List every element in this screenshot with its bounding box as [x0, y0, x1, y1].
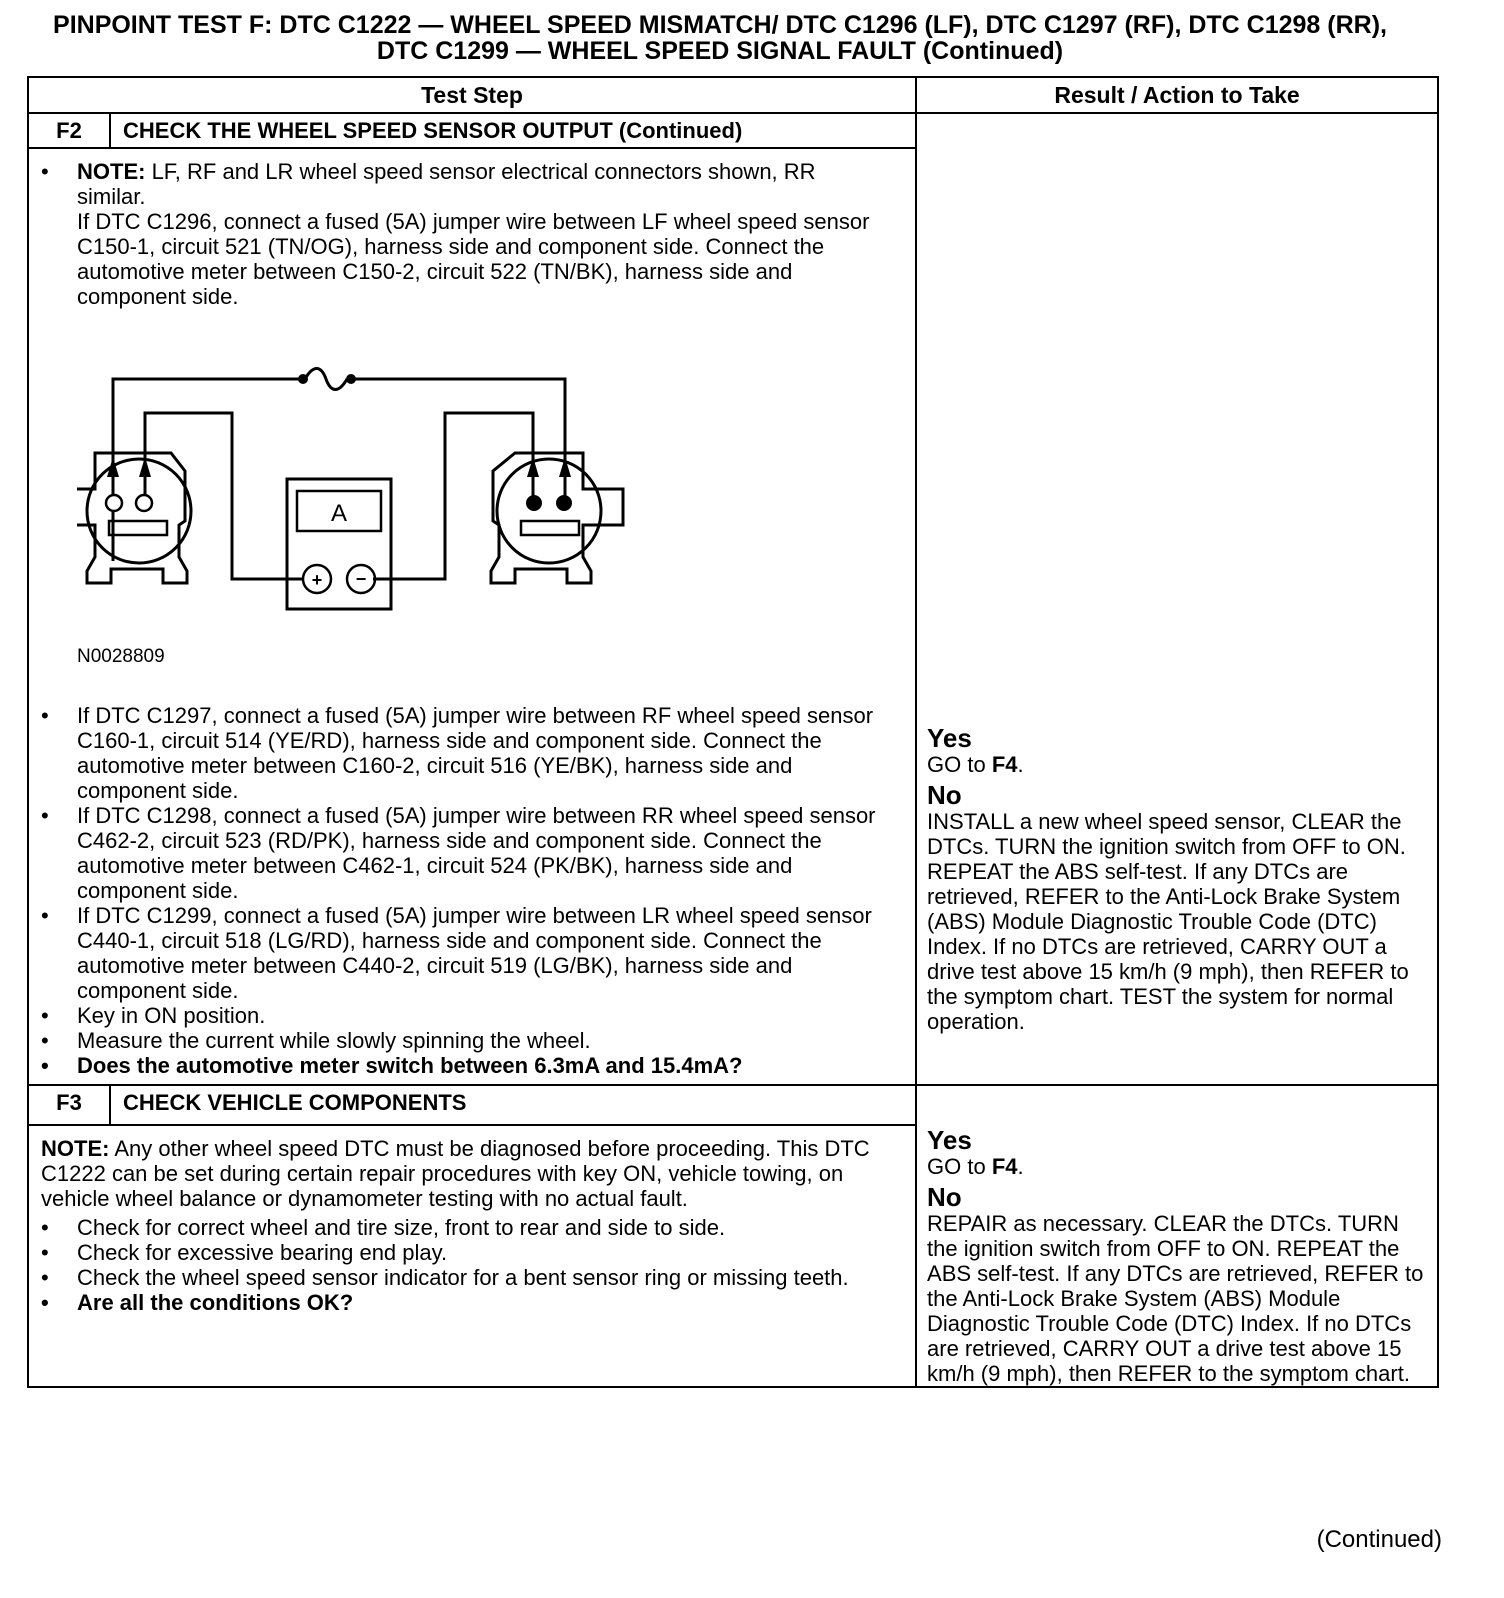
f3-yes-action: GO to F4. [927, 1154, 1024, 1179]
jumper-wire-left [113, 379, 299, 561]
f3-no-action: REPAIR as necessary. CLEAR the DTCs. TURN the ignition switch from OFF to ON. REPEAT the ABS self-test. If any DTCs are retrieved, REFER to the Anti-Lock Brake System (ABS) Module Diagnostic Trouble Code (DTC) Index. If no DTCs are retrieved, CARRY OUT a drive test above 15 km/h (9 mph), then REFER to the symptom chart. [927, 1211, 1424, 1386]
figure-id: N0028809 [77, 646, 165, 667]
list-item: • Key in ON position. [41, 1003, 885, 1028]
right-terminals [526, 457, 572, 511]
f2-question: • Does the automotive meter switch between 6.3mA and 15.4mA? [41, 1053, 885, 1078]
pinpoint-test-table [27, 76, 1439, 1388]
f2-yes-label: Yes [927, 723, 972, 753]
step-f2-title: CHECK THE WHEEL SPEED SENSOR OUTPUT (Continued) [110, 113, 916, 148]
meter-letter: A [330, 500, 348, 527]
f2-steps-list [41, 703, 885, 1078]
f3-steps-list [41, 1215, 885, 1315]
step-f2-content [28, 148, 916, 1085]
f2-no-label: No [927, 780, 962, 810]
step-f3-title: CHECK VEHICLE COMPONENTS [110, 1085, 916, 1125]
fuse-icon [305, 369, 347, 390]
f2-no-action: INSTALL a new wheel speed sensor, CLEAR the DTCs. TURN the ignition switch from OFF to ON. REPEAT the ABS self-test. If any DTCs are retrieved, REFER to the Anti-Lock Brake System (ABS) Module Diagnostic Trouble Code (DTC) Index. If no DTCs are retrieved, CARRY OUT a drive test above 15 km/h (9 mph), then REFER to the symptom chart. TEST the system for normal operation. [927, 809, 1409, 1034]
wiring-diagram [77, 361, 885, 636]
f3-note: NOTE: Any other wheel speed DTC must be diagnosed before proceeding. This DTC C1222 can be set during certain repair procedures with key ON, vehicle towing, on vehicle wheel balance or dynamometer testing with no actual fault. [41, 1135, 870, 1211]
list-item: • If DTC C1297, connect a fused (5A) jumper wire between RF wheel speed sensor C160-1, circuit 514 (YE/RD), harness side and component side. Connect the automotive meter between C160-2, circuit 516 (YE/BK), harness side and component side. [41, 703, 885, 803]
meter-wire-right [373, 413, 533, 579]
table-header-row [28, 77, 1438, 113]
minus-terminal-icon: − [355, 569, 367, 589]
step-f3-id: F3 [28, 1085, 110, 1125]
f3-question: • Are all the conditions OK? [41, 1290, 885, 1315]
list-item: • Measure the current while slowly spinning the wheel. [41, 1028, 885, 1053]
list-item: • Check for correct wheel and tire size, front to rear and side to side. [41, 1215, 885, 1240]
continued-footer: (Continued) [1316, 1526, 1442, 1553]
list-item: • If DTC C1298, connect a fused (5A) jumper wire between RR wheel speed sensor C462-2, circuit 523 (RD/PK), harness side and component side. Connect the automotive meter between C462-1, circuit 524 (PK/BK), harness side and component side. [41, 803, 885, 903]
right-connector-icon [491, 453, 623, 583]
step-f3-header-row [28, 1085, 1438, 1125]
f2-note: • NOTE: LF, RF and LR wheel speed sensor electrical connectors shown, RR similar. [41, 159, 885, 209]
col-header-test-step: Test Step [28, 77, 916, 113]
f2-yes-action: GO to F4. [927, 752, 1024, 777]
f3-yes-label: Yes [927, 1125, 972, 1155]
f2-note-continuation: If DTC C1296, connect a fused (5A) jumper wire between LF wheel speed sensor C150-1, circuit 521 (TN/OG), harness side and component side. Connect the automotive meter between C150-2, circuit 522 (TN/BK), harness side and component side. [77, 209, 870, 309]
step-f2-header-row [28, 113, 1438, 148]
left-connector-icon [77, 453, 191, 583]
list-item: • If DTC C1299, connect a fused (5A) jumper wire between LR wheel speed sensor C440-1, circuit 518 (LG/RD), harness side and component side. Connect the automotive meter between C440-2, circuit 519 (LG/BK), harness side and component side. [41, 903, 885, 1003]
f3-no-label: No [927, 1182, 962, 1212]
wiring-diagram-svg [77, 361, 677, 631]
left-terminals [106, 457, 152, 511]
step-f3-result [916, 1085, 1438, 1387]
ammeter-icon [287, 479, 391, 609]
page-title: PINPOINT TEST F: DTC C1222 — WHEEL SPEED MISMATCH/ DTC C1296 (LF), DTC C1297 (RF), DTC C1298 (RR), DTC C1299 — WHEEL SPEED SIGNAL FAULT (Continued) [53, 11, 1387, 65]
step-f3-content [28, 1125, 916, 1387]
list-item: • Check for excessive bearing end play. [41, 1240, 885, 1265]
step-f2-result [916, 113, 1438, 1085]
col-header-result: Result / Action to Take [916, 77, 1438, 113]
step-f2-id: F2 [28, 113, 110, 148]
plus-terminal-icon: + [311, 570, 323, 590]
list-item: • Check the wheel speed sensor indicator for a bent sensor ring or missing teeth. [41, 1265, 885, 1290]
